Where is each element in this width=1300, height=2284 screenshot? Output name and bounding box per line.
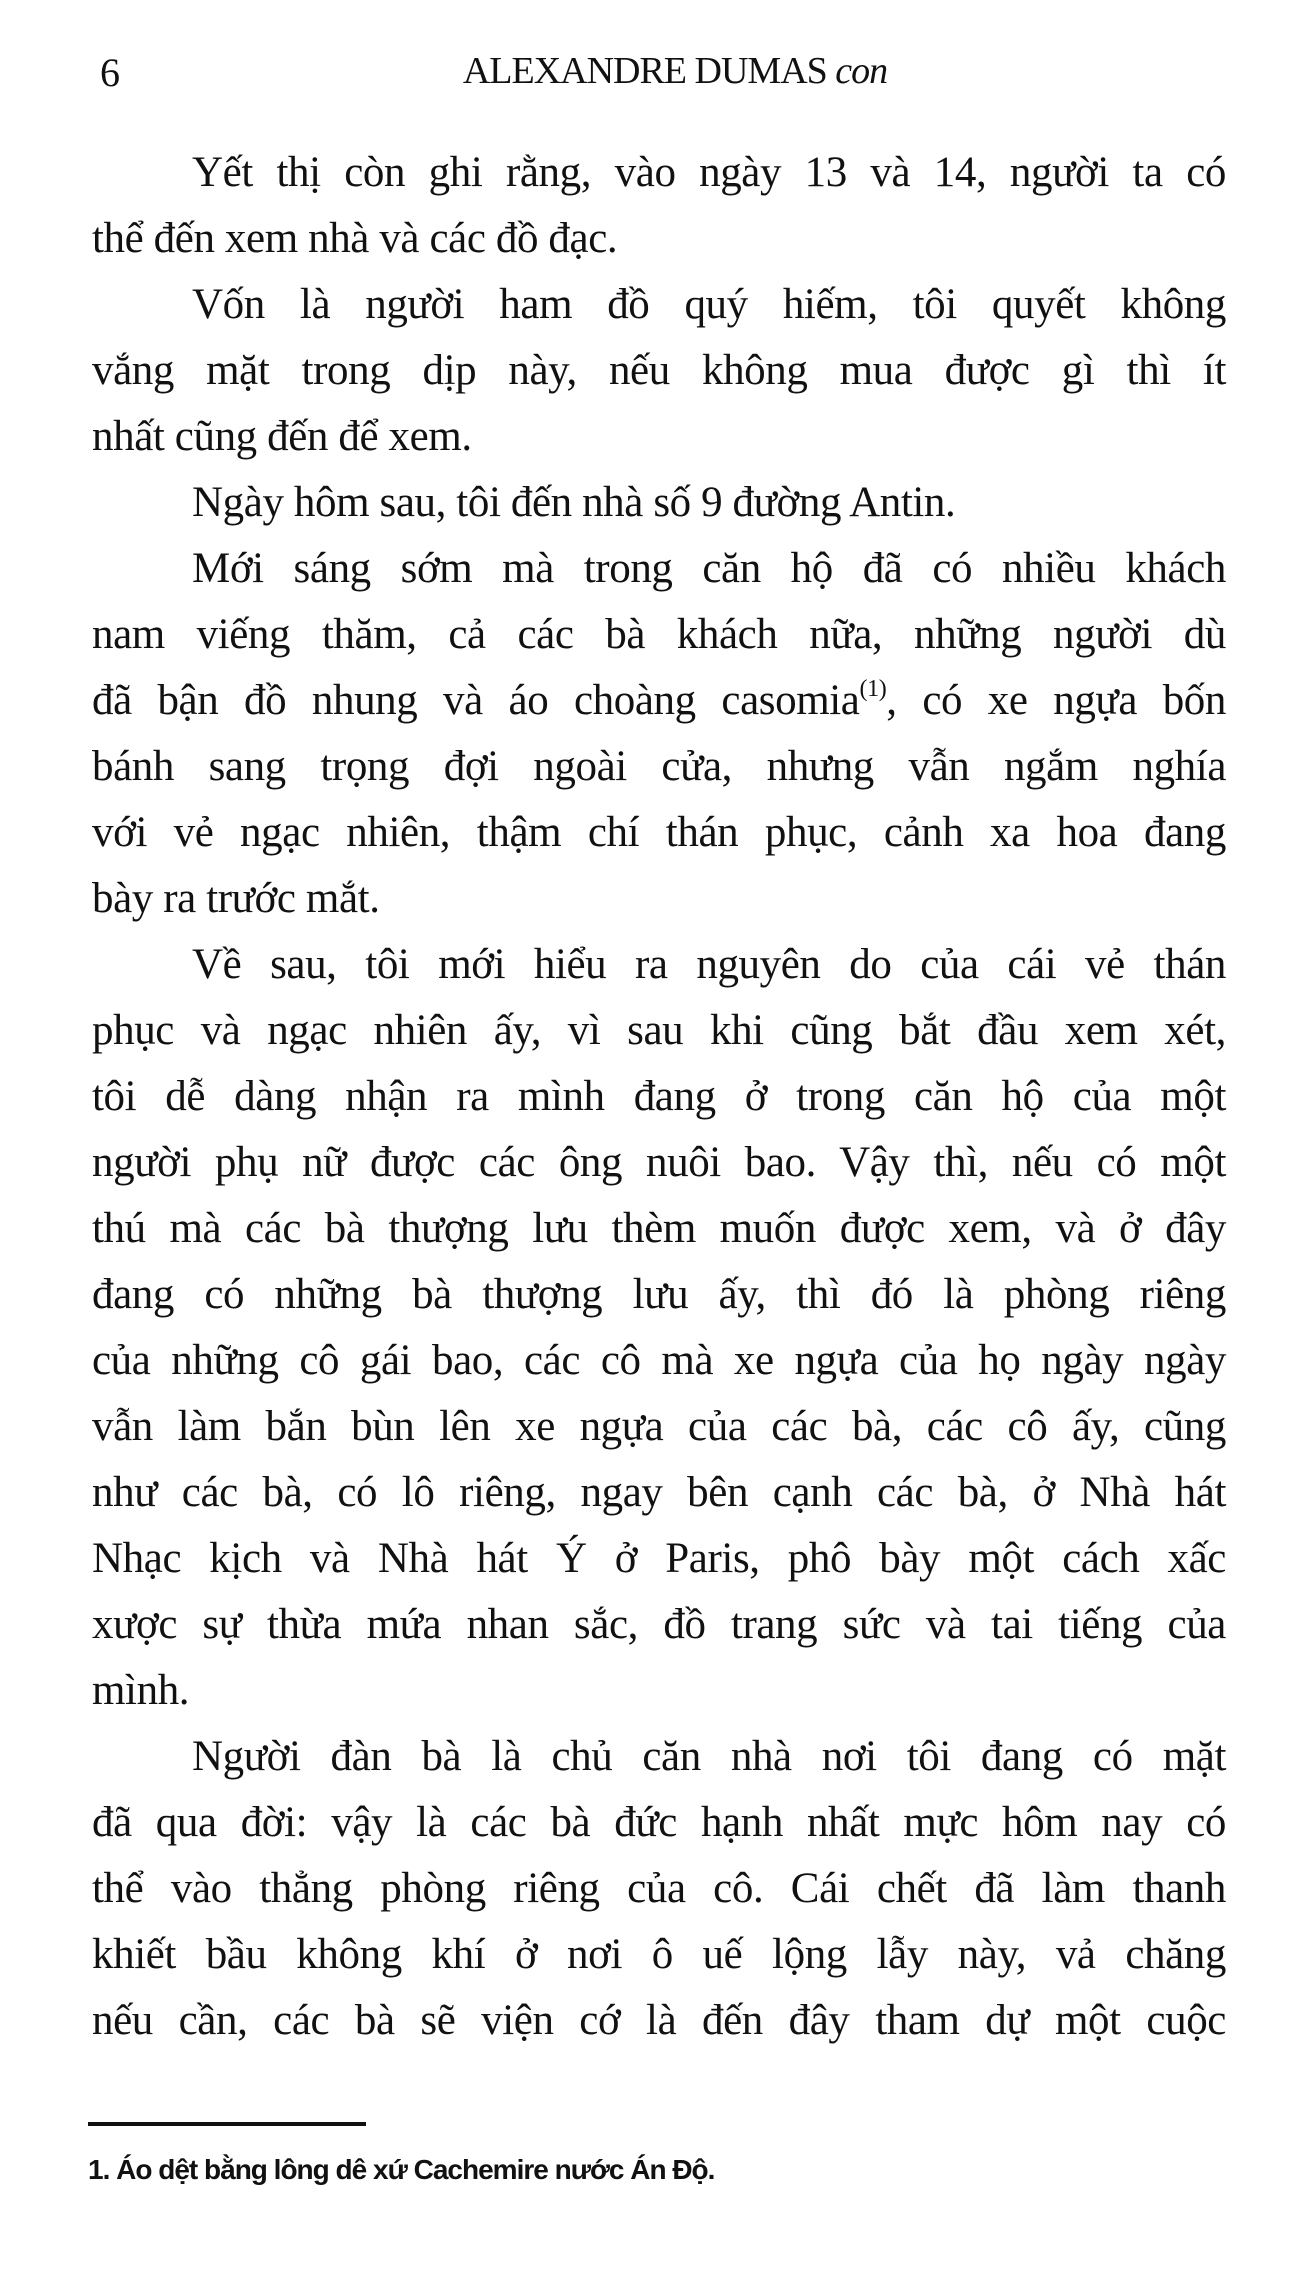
- text-line: Nhạc kịch và Nhà hát Ý ở Paris, phô bày một cách xấc: [92, 1535, 1226, 1582]
- text-line: khiết bầu không khí ở nơi ô uế lộng lẫy này, vả chăng: [92, 1931, 1226, 1978]
- paragraph: [92, 1724, 1226, 2054]
- text-line: bày ra trước mắt.: [92, 875, 380, 922]
- text-line: nhất cũng đến để xem.: [92, 413, 472, 460]
- text-line: Vốn là người ham đồ quý hiếm, tôi quyết không: [192, 281, 1226, 328]
- text-line: tôi dễ dàng nhận ra mình đang ở trong căn hộ của một: [92, 1073, 1226, 1120]
- text-line: xược sự thừa mứa nhan sắc, đồ trang sức và tai tiếng của: [92, 1601, 1226, 1648]
- page-number: 6: [100, 50, 120, 95]
- text-line: Mới sáng sớm mà trong căn hộ đã có nhiều khách: [192, 545, 1226, 592]
- footnote-reference[interactable]: (1): [859, 676, 887, 702]
- body-text: [92, 140, 1226, 2054]
- text-line: phục và ngạc nhiên ấy, vì sau khi cũng bắt đầu xem xét,: [92, 1007, 1226, 1054]
- text-line: đang có những bà thượng lưu ấy, thì đó là phòng riêng: [92, 1271, 1226, 1318]
- text-line: của những cô gái bao, các cô mà xe ngựa của họ ngày ngày: [92, 1337, 1226, 1384]
- text-line: vắng mặt trong dịp này, nếu không mua được gì thì ít: [92, 347, 1226, 394]
- text-line: thể vào thẳng phòng riêng của cô. Cái chết đã làm thanh: [92, 1865, 1226, 1912]
- text-line: đã qua đời: vậy là các bà đức hạnh nhất mực hôm nay có: [92, 1799, 1226, 1846]
- text-line: như các bà, có lô riêng, ngay bên cạnh các bà, ở Nhà hát: [92, 1469, 1226, 1516]
- text-line: với vẻ ngạc nhiên, thậm chí thán phục, cảnh xa hoa đang: [92, 809, 1226, 856]
- text-line: Yết thị còn ghi rằng, vào ngày 13 và 14, người ta có: [192, 149, 1226, 196]
- text-line: vẫn làm bắn bùn lên xe ngựa của các bà, các cô ấy, cũng: [92, 1403, 1226, 1450]
- text-line: bánh sang trọng đợi ngoài cửa, nhưng vẫn ngắm nghía: [92, 743, 1226, 790]
- footnote: 1. Áo dệt bằng lông dê xứ Cachemire nước Án Độ.: [88, 2154, 715, 2185]
- text-line: [92, 668, 1226, 734]
- paragraph: [92, 536, 1226, 932]
- text-line: thể đến xem nhà và các đồ đạc.: [92, 215, 618, 262]
- text-line: mình.: [92, 1667, 190, 1714]
- text-segment: đã bận đồ nhung và áo choàng casomia: [92, 677, 860, 724]
- text-segment: , có xe ngựa bốn: [886, 677, 1226, 724]
- text-line: Về sau, tôi mới hiểu ra nguyên do của cái vẻ thán: [192, 941, 1226, 988]
- paragraph: [92, 140, 1226, 272]
- author-name: ALEXANDRE DUMAS: [462, 50, 827, 92]
- text-line: người phụ nữ được các ông nuôi bao. Vậy thì, nếu có một: [92, 1139, 1226, 1186]
- text-line: Ngày hôm sau, tôi đến nhà số 9 đường Antin.: [192, 479, 956, 526]
- author-suffix: con: [835, 50, 888, 92]
- paragraph: [92, 272, 1226, 470]
- running-header: [0, 48, 1300, 94]
- paragraph: [92, 470, 1226, 536]
- text-line: Người đàn bà là chủ căn nhà nơi tôi đang có mặt: [192, 1733, 1226, 1780]
- paragraph: [92, 932, 1226, 1724]
- text-line: thú mà các bà thượng lưu thèm muốn được xem, và ở đây: [92, 1205, 1226, 1252]
- footnote-divider: [88, 2122, 366, 2126]
- text-line: nam viếng thăm, cả các bà khách nữa, những người dù: [92, 611, 1226, 658]
- text-line: nếu cần, các bà sẽ viện cớ là đến đây tham dự một cuộc: [92, 1997, 1226, 2044]
